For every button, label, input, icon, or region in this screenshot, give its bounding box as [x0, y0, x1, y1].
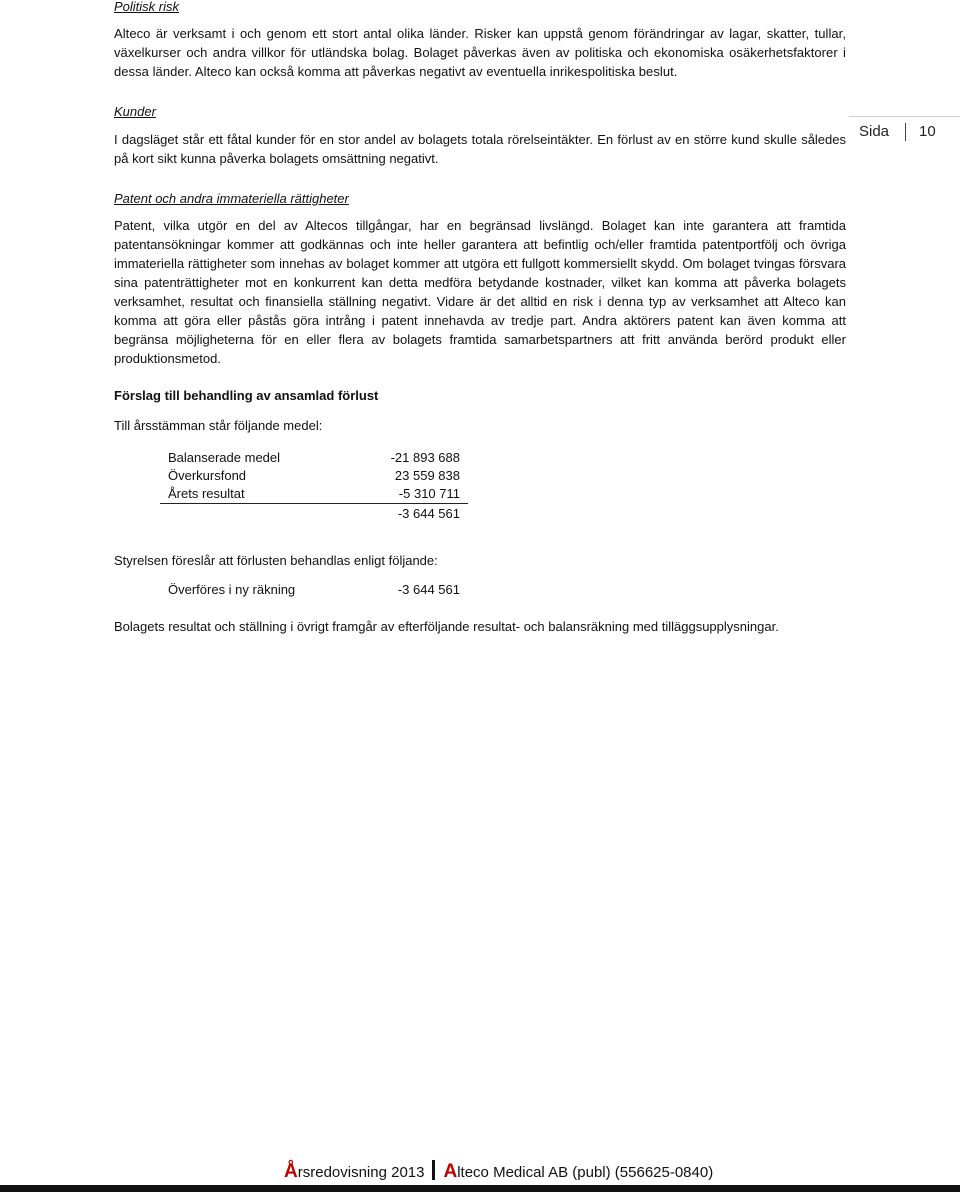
- table-row: [160, 449, 468, 467]
- row-label: Balanserade medel: [168, 450, 281, 465]
- heading-patent: Patent och andra immateriella rättigheter: [114, 191, 349, 206]
- heading-kunder: Kunder: [114, 104, 156, 119]
- page-number-divider: [905, 123, 906, 141]
- footer-initial-a: Å: [284, 1161, 298, 1182]
- footer-bar: [0, 1185, 960, 1192]
- proposal-intro: Styrelsen föreslår att förlusten behandlas enligt följande:: [114, 553, 438, 568]
- paragraph-patent: Patent, vilka utgör en del av Altecos tillgångar, har en begränsad livslängd. Bolaget kan inte garantera att framtida patentansökningar kommer att godkännas och inte heller garantera att befintlig och/eller framtida patentportfölj och övriga immateriella rättigheter som innehas av bolaget kommer att utgöra ett fullgott kommersiellt skydd. Om bolaget tvingas försvara sina patenträttigheter mot en konkurrent kan detta medföra betydande kostnader, vilket kan komma att påverka bolagets verksamhet, resultat och finansiella ställning negativt. Vidare är det alltid en risk i denna typ av verksamhet att Alteco kan komma att göra eller påstås göra intrång i patent innehavda av tredje part. Andra aktörers patent kan även komma att begränsa möjligheterna för en eller flera av bolagets framtida samarbetspartners att fritt använda berörd produkt eller produktionsmetod.: [114, 218, 846, 366]
- page-label: Sida: [859, 123, 890, 140]
- paragraph-politisk-risk: Alteco är verksamt i och genom ett stort antal olika länder. Risker kan uppstå genom förändringar av lagar, skatter, tullar, växelkurser och andra villkor för utländska bolag. Bolaget påverkas även av politiska och ekonomiska osäkerhetsfaktorer i dessa länder. Alteco kan också komma att påverkas negativt av eventuella inrikespolitiska beslut.: [114, 26, 846, 79]
- footer-divider: [432, 1160, 435, 1180]
- footer-report-title: rsredovisning 2013: [297, 1164, 425, 1181]
- row-label: Överföres i ny räkning: [168, 582, 296, 597]
- heading-politisk-risk: Politisk risk: [114, 0, 180, 14]
- page-number-marker: [849, 116, 960, 143]
- total-value: -3 644 561: [397, 506, 460, 521]
- row-value: -21 893 688: [390, 450, 460, 465]
- table-row: [160, 467, 468, 485]
- proposal-table: [160, 581, 468, 599]
- funds-table: [160, 449, 468, 524]
- table-row: [160, 485, 468, 503]
- page-number: 10: [919, 123, 936, 140]
- footer-company-name: lteco Medical AB (publ) (556625-0840): [457, 1164, 714, 1181]
- table-total-row: [160, 504, 468, 524]
- closing-statement: Bolagets resultat och ställning i övrigt framgår av efterföljande resultat- och balansräkning med tilläggsupplysningar.: [114, 619, 779, 634]
- row-label: Överkursfond: [168, 468, 247, 483]
- row-value: 23 559 838: [394, 468, 460, 483]
- heading-forslag: Förslag till behandling av ansamlad förlust: [114, 388, 379, 403]
- row-value: -3 644 561: [397, 582, 460, 597]
- table-row: [160, 581, 468, 599]
- row-label: Årets resultat: [168, 486, 245, 501]
- footer-initial-alteco: A: [443, 1161, 458, 1182]
- row-value: -5 310 711: [398, 486, 460, 501]
- page-footer: [284, 1160, 713, 1186]
- forslag-intro: Till årsstämman står följande medel:: [114, 418, 323, 433]
- paragraph-kunder: I dagsläget står ett fåtal kunder för en stor andel av bolagets totala rörelseintäkter. En förlust av en större kund skulle således på kort sikt kunna påverka bolagets omsättning negativt.: [114, 132, 846, 166]
